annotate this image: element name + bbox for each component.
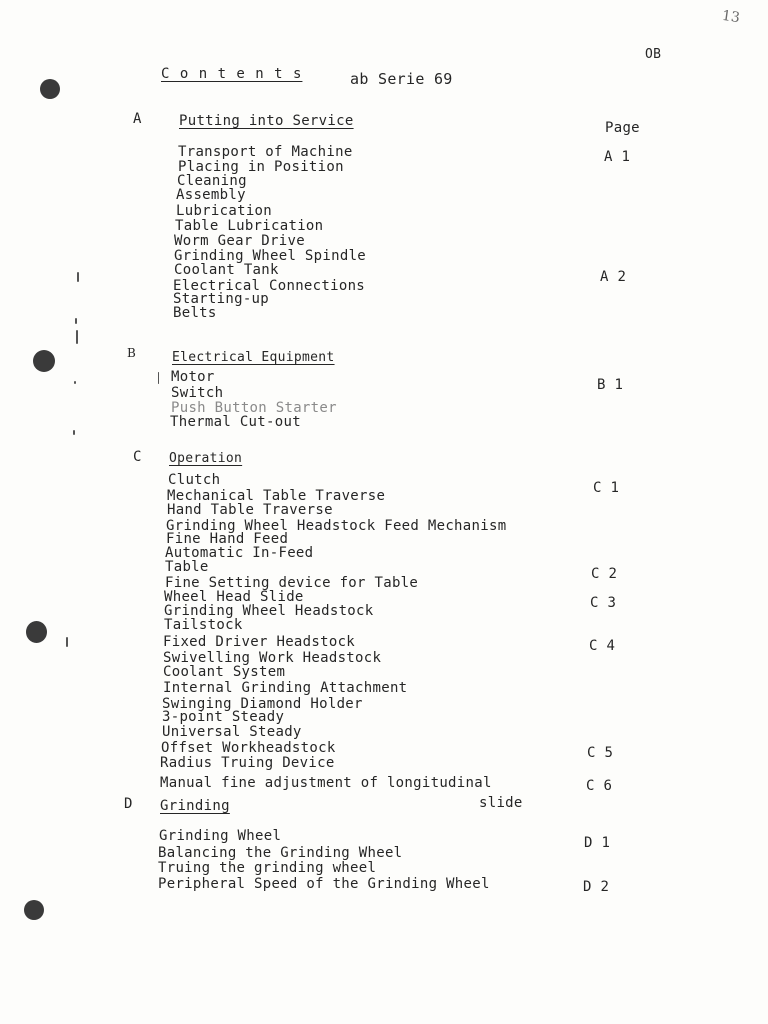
list-item: Tailstock [164,617,243,633]
page-ref: B 1 [597,377,624,393]
list-item: Lubrication [176,203,273,219]
list-item: Coolant System [163,664,286,680]
list-item: Offset Workheadstock [161,740,336,756]
list-item: Truing the grinding wheel [158,860,377,876]
scan-speck [158,372,159,384]
list-item: Motor [171,369,215,385]
contents-title: C o n t e n t s [161,66,303,82]
list-item: Radius Truing Device [160,755,335,771]
page-ref: C 3 [590,595,617,611]
page-ref: C 4 [589,638,616,654]
list-item: Grinding Wheel [159,828,282,844]
page-ref: D 2 [583,879,610,895]
list-item: Wheel Head Slide [164,589,304,605]
page-ref: C 1 [593,480,620,496]
list-item: Clutch [168,472,221,488]
list-item: Balancing the Grinding Wheel [158,845,403,861]
corner-number: 13 [720,7,741,27]
section-letter-c: C [133,449,142,465]
section-heading-c: Operation [169,451,243,466]
list-item-continuation: slide [479,795,523,811]
list-item: Coolant Tank [174,262,279,278]
binder-hole-bottom [24,900,44,920]
page-ref: C 6 [586,778,613,794]
section-letter-b: B [127,346,137,360]
section-heading-a: Putting into Service [179,113,354,129]
page-ref: C 5 [587,745,614,761]
list-item: 3-point Steady [162,709,285,725]
list-item: Starting-up [173,291,270,307]
scan-speck [66,637,68,647]
list-item: Swinging Diamond Holder [162,696,363,712]
page-ref: C 2 [591,566,618,582]
section-heading-b: Electrical Equipment [172,350,335,365]
list-item: Grinding Wheel Headstock Feed Mechanism [166,518,507,534]
list-item: Electrical Connections [173,278,366,294]
page-ref: A 1 [604,149,631,165]
list-item: Assembly [176,187,246,203]
list-item: Hand Table Traverse [167,502,333,518]
list-item: Universal Steady [162,724,302,740]
binder-hole-middle-upper [33,350,55,372]
list-item: Fine Setting device for Table [165,575,419,591]
list-item: Fine Hand Feed [166,531,289,547]
section-letter-d: D [124,796,133,812]
page-ref: A 2 [600,269,627,285]
scan-speck [74,381,76,384]
list-item: Belts [173,305,217,321]
binder-hole-top [40,79,60,99]
list-item: Table Lubrication [175,218,324,234]
section-letter-a: A [133,111,142,127]
list-item: Grinding Wheel Spindle [174,248,367,264]
list-item: Cleaning [177,173,247,189]
list-item: Push Button Starter [171,400,337,416]
list-item: Worm Gear Drive [174,233,305,249]
section-heading-d: Grinding [160,798,230,814]
binder-hole-middle-lower [26,621,47,643]
list-item: Manual fine adjustment of longitudinal [160,775,492,791]
scan-speck [76,330,78,344]
scan-speck [77,272,79,282]
series-label: ab Serie 69 [350,70,453,88]
list-item: Table [165,559,209,575]
list-item: Fixed Driver Headstock [163,634,356,650]
list-item: Transport of Machine [178,144,353,160]
list-item: Mechanical Table Traverse [167,488,386,504]
list-item: Thermal Cut-out [170,414,301,430]
scan-speck [75,318,77,324]
list-item: Switch [171,385,224,401]
list-item: Peripheral Speed of the Grinding Wheel [158,876,490,892]
list-item: Internal Grinding Attachment [163,680,408,696]
list-item: Grinding Wheel Headstock [164,603,374,619]
list-item: Swivelling Work Headstock [163,650,382,666]
list-item: Placing in Position [178,159,344,175]
page-column-label: Page [605,120,640,136]
list-item: Automatic In-Feed [165,545,314,561]
scan-speck [73,430,75,435]
document-code: OB [645,47,662,62]
page-ref: D 1 [584,835,611,851]
